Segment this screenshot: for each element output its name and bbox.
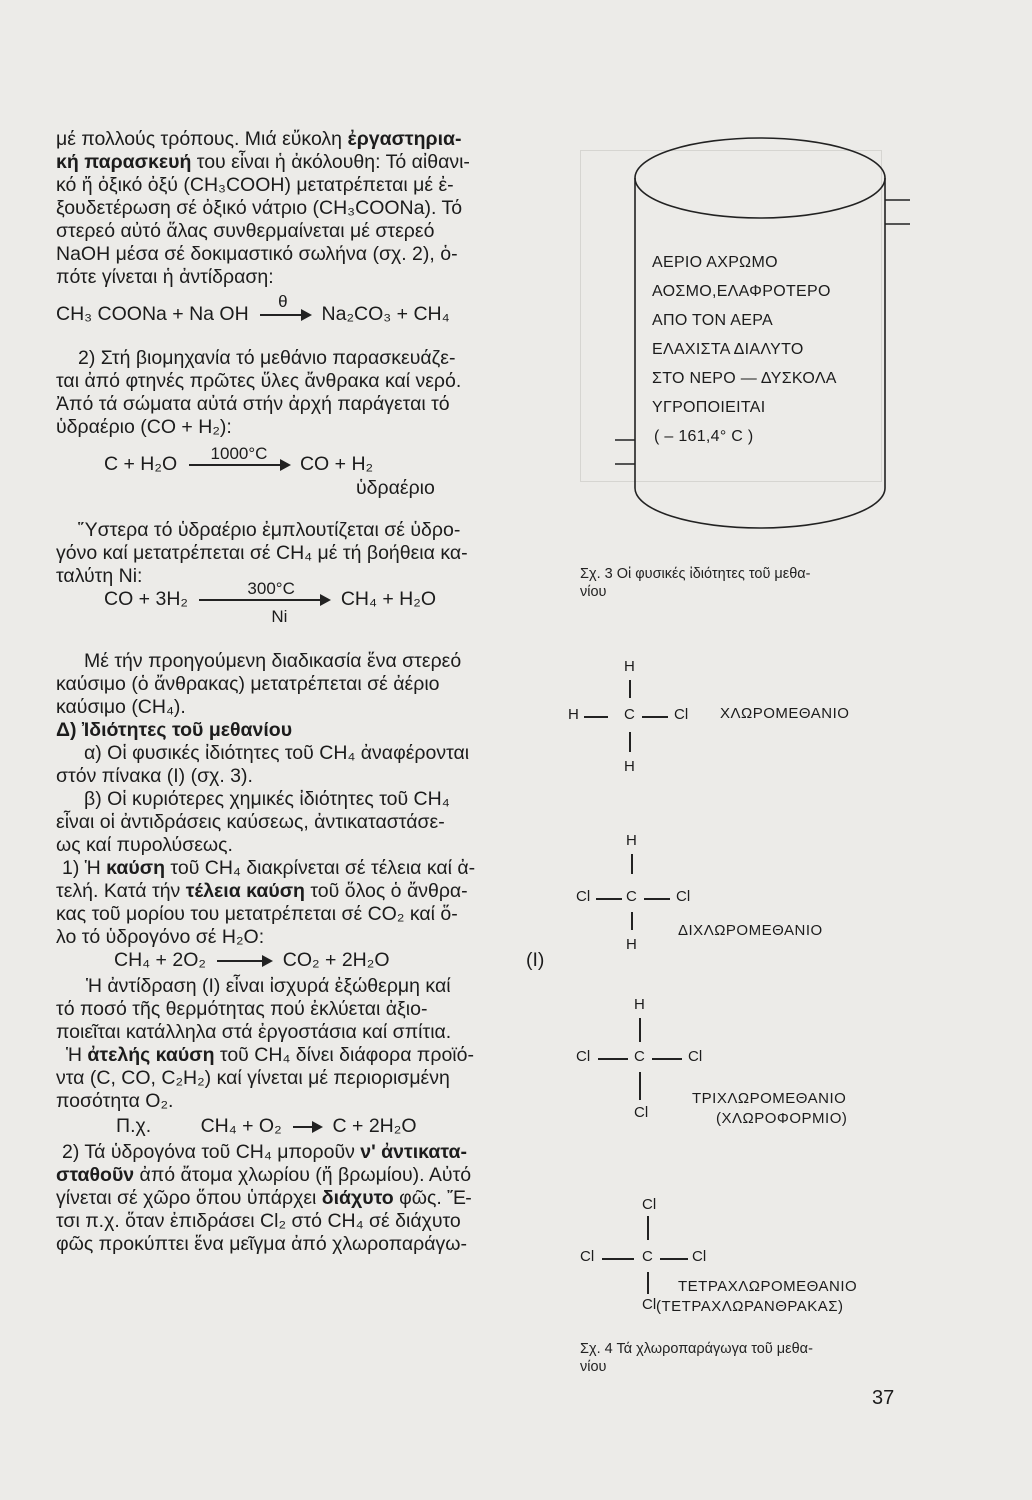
figure3-properties-text: ΑΕΡΙΟ ΑΧΡΩΜΟ ΑΟΣΜΟ,ΕΛΑΦΡΟΤΕΡΟ ΑΠΟ ΤΟΝ ΑΕΡΑ ΕΛΑΧΙΣΤΑ ΔΙΑΛΥΤΟ ΣΤΟ ΝΕΡΟ — ΔΥΣΚΟΛΑ ΥΓΡΟΠΟΙΕΙΤΑΙ ( – 161,4° C ): [652, 254, 837, 445]
reaction-arrow: [217, 960, 271, 962]
page-number: 37: [872, 1387, 895, 1409]
paragraph-line: κό ἤ ὀξικό ὀξύ (CH₃COOH) μετατρέπεται μέ ἐ-: [56, 174, 454, 196]
reaction-arrow: [293, 1126, 321, 1128]
paragraph-line: μέ πολλούς τρόπους. Μιά εὔκολη ἐργαστηρια-: [56, 128, 462, 150]
paragraph-line: 2) Τά ὑδρογόνα τοῦ CH₄ μποροῦν ν' ἀντικατα-: [62, 1141, 467, 1163]
paragraph-line: καύσιμο (CH₄).: [56, 696, 186, 718]
paragraph-line: Ἡ ἀντίδραση (Ι) εἶναι ἰσχυρά ἐξώθερμη καί: [86, 975, 451, 997]
paragraph-line: ποιεῖται κατάλληλα στά ἐργοστάσια καί σπίτια.: [56, 1021, 452, 1043]
equation-2: C + H₂O 1000°C CO + H₂ ὑδραέριο: [104, 443, 435, 499]
figure3-caption: Σχ. 3 Οἱ φυσικές ἰδιότητες τοῦ μεθα- νίου: [580, 566, 811, 600]
equation-3: CO + 3H₂ 300°C Ni CH₄ + H₂O: [104, 578, 436, 626]
paragraph-line: τελή. Κατά τήν τέλεια καύση τοῦ ὅλος ὁ ἄνθρα-: [56, 880, 468, 902]
tetrachloromethane-structure: Cl Cl C Cl Cl: [580, 1196, 707, 1313]
paragraph-line: κή παρασκευή του εἶναι ἡ ἀκόλουθη: Τό αἰθανι-: [56, 151, 470, 173]
paragraph-line: 1) Ἡ καύση τοῦ CH₄ διακρίνεται σέ τέλεια καί ἀ-: [62, 857, 476, 879]
paragraph-line: στερεό αὐτό ἅλας συνθερμαίνεται μέ στερεό: [56, 220, 435, 242]
paragraph-line: πότε γίνεται ἡ ἀντίδραση:: [56, 266, 274, 288]
paragraph-line: ποσότητα O₂.: [56, 1090, 174, 1112]
paragraph-line: τό ποσό τῆς θερμότητας πού ἐκλύεται ἀξιο-: [56, 998, 428, 1020]
trichloromethane-structure: H Cl C Cl Cl: [576, 996, 703, 1121]
paragraph-line: 2) Στή βιομηχανία τό μεθάνιο παρασκευάζε-: [78, 347, 456, 369]
reaction-arrow: 300°C Ni: [199, 599, 329, 601]
paragraph-line: ξουδετέρωση σέ ὀξικό νάτριο (CH₃COONa). Τό: [56, 197, 463, 219]
paragraph-line: ντα (C, CO, C₂H₂) καί γίνεται μέ περιορισμένη: [56, 1067, 450, 1089]
figure4-caption: Σχ. 4 Τά χλωροπαράγωγα τοῦ μεθα- νίου: [580, 1341, 813, 1375]
paragraph-line: στόν πίνακα (Ι) (σχ. 3).: [56, 765, 253, 787]
equation-5: Π.χ. CH₄ + O₂ C + 2H₂O: [116, 1115, 417, 1137]
trichloromethane-name: ΤΡΙΧΛΩΡΟΜΕΘΑΝΙΟ: [692, 1090, 847, 1107]
paragraph-line: NaOH μέσα σέ δοκιμαστικό σωλήνα (σχ. 2), ὁ-: [56, 243, 458, 265]
paragraph-line: εἶναι οἱ ἀντιδράσεις καύσεως, ἀντικαταστάσε-: [56, 811, 445, 833]
dichloromethane-name: ΔΙΧΛΩΡΟΜΕΘΑΝΙΟ: [678, 922, 823, 939]
paragraph-line: καύσιμο (ὁ ἄνθρακας) μετατρέπεται σέ ἀέριο: [56, 673, 440, 695]
paragraph-line: ως καί πυρολύσεως.: [56, 834, 233, 856]
paragraph-line: τσι π.χ. ὅταν ἐπιδράσει Cl₂ στό CH₄ σέ διάχυτο: [56, 1210, 461, 1232]
paragraph-line: Μέ τήν προηγούμενη διαδικασία ἕνα στερεό: [84, 650, 462, 672]
reaction-arrow: θ: [260, 314, 310, 316]
paragraph-line: Ὕστερα τό ὑδραέριο ἐμπλουτίζεται σέ ὑδρο-: [78, 519, 461, 541]
paragraph-line: γίνεται σέ χῶρο ὅπου ὑπάρχει διάχυτο φῶς. Ἔ-: [56, 1187, 472, 1209]
reaction-arrow: 1000°C: [189, 464, 289, 466]
paragraph-line: ταλύτη Ni:: [56, 565, 143, 587]
paragraph-line: ται ἀπό φτηνές πρῶτες ὕλες ἄνθρακα καί νερό.: [56, 370, 462, 392]
paragraph-line: β) Οἱ κυριότερες χημικές ἰδιότητες τοῦ CH₄: [84, 788, 450, 810]
paragraph-line: γόνο καί μετατρέπεται σέ CH₄ μέ τή βοήθεια κα-: [56, 542, 468, 564]
chloromethane-structure: H H C Cl H: [568, 658, 689, 775]
main-text-column: [56, 128, 556, 1256]
chloromethane-name: ΧΛΩΡΟΜΕΘΑΝΙΟ: [720, 705, 850, 722]
paragraph-line: φῶς προκύπτει ἕνα μεῖγμα ἀπό χλωροπαράγω-: [56, 1233, 468, 1255]
paragraph-line: ὑδραέριο (CO + H₂):: [56, 416, 232, 438]
tetrachloromethane-name: ΤΕΤΡΑΧΛΩΡΟΜΕΘΑΝΙΟ: [678, 1278, 858, 1295]
equation-4: CH₄ + 2O₂ CO₂ + 2H₂O (Ι): [114, 949, 545, 971]
paragraph-line: λο τό ὑδρογόνο σέ H₂O:: [56, 926, 265, 948]
paragraph-line: Ἀπό τά σώματα αὐτά στήν ἀρχή παράγεται τό: [56, 393, 450, 415]
section-heading: Δ) Ἰδιότητες τοῦ μεθανίου: [56, 719, 293, 741]
chloroform-name: (ΧΛΩΡΟΦΟΡΜΙΟ): [716, 1110, 848, 1127]
dichloromethane-structure: H Cl C Cl H: [576, 832, 691, 953]
paragraph-line: κας τοῦ μορίου του μετατρέπεται σέ CO₂ καί ὅ-: [56, 903, 458, 925]
equation-1: CH₃ COONa + Na OH θ Na₂CO₃ + CH₄: [56, 291, 450, 325]
tetrachlorocarbon-name: (ΤΕΤΡΑΧΛΩΡΑΝΘΡΑΚΑΣ): [656, 1298, 844, 1315]
paragraph-line: σταθοῦν ἀπό ἄτομα χλωρίου (ἤ βρωμίου). Αὐτό: [56, 1164, 472, 1186]
paragraph-line: α) Οἱ φυσικές ἰδιότητες τοῦ CH₄ ἀναφέρονται: [84, 742, 470, 764]
paragraph-line: Ἡ ἀτελής καύση τοῦ CH₄ δίνει διάφορα προϊό-: [66, 1044, 474, 1066]
